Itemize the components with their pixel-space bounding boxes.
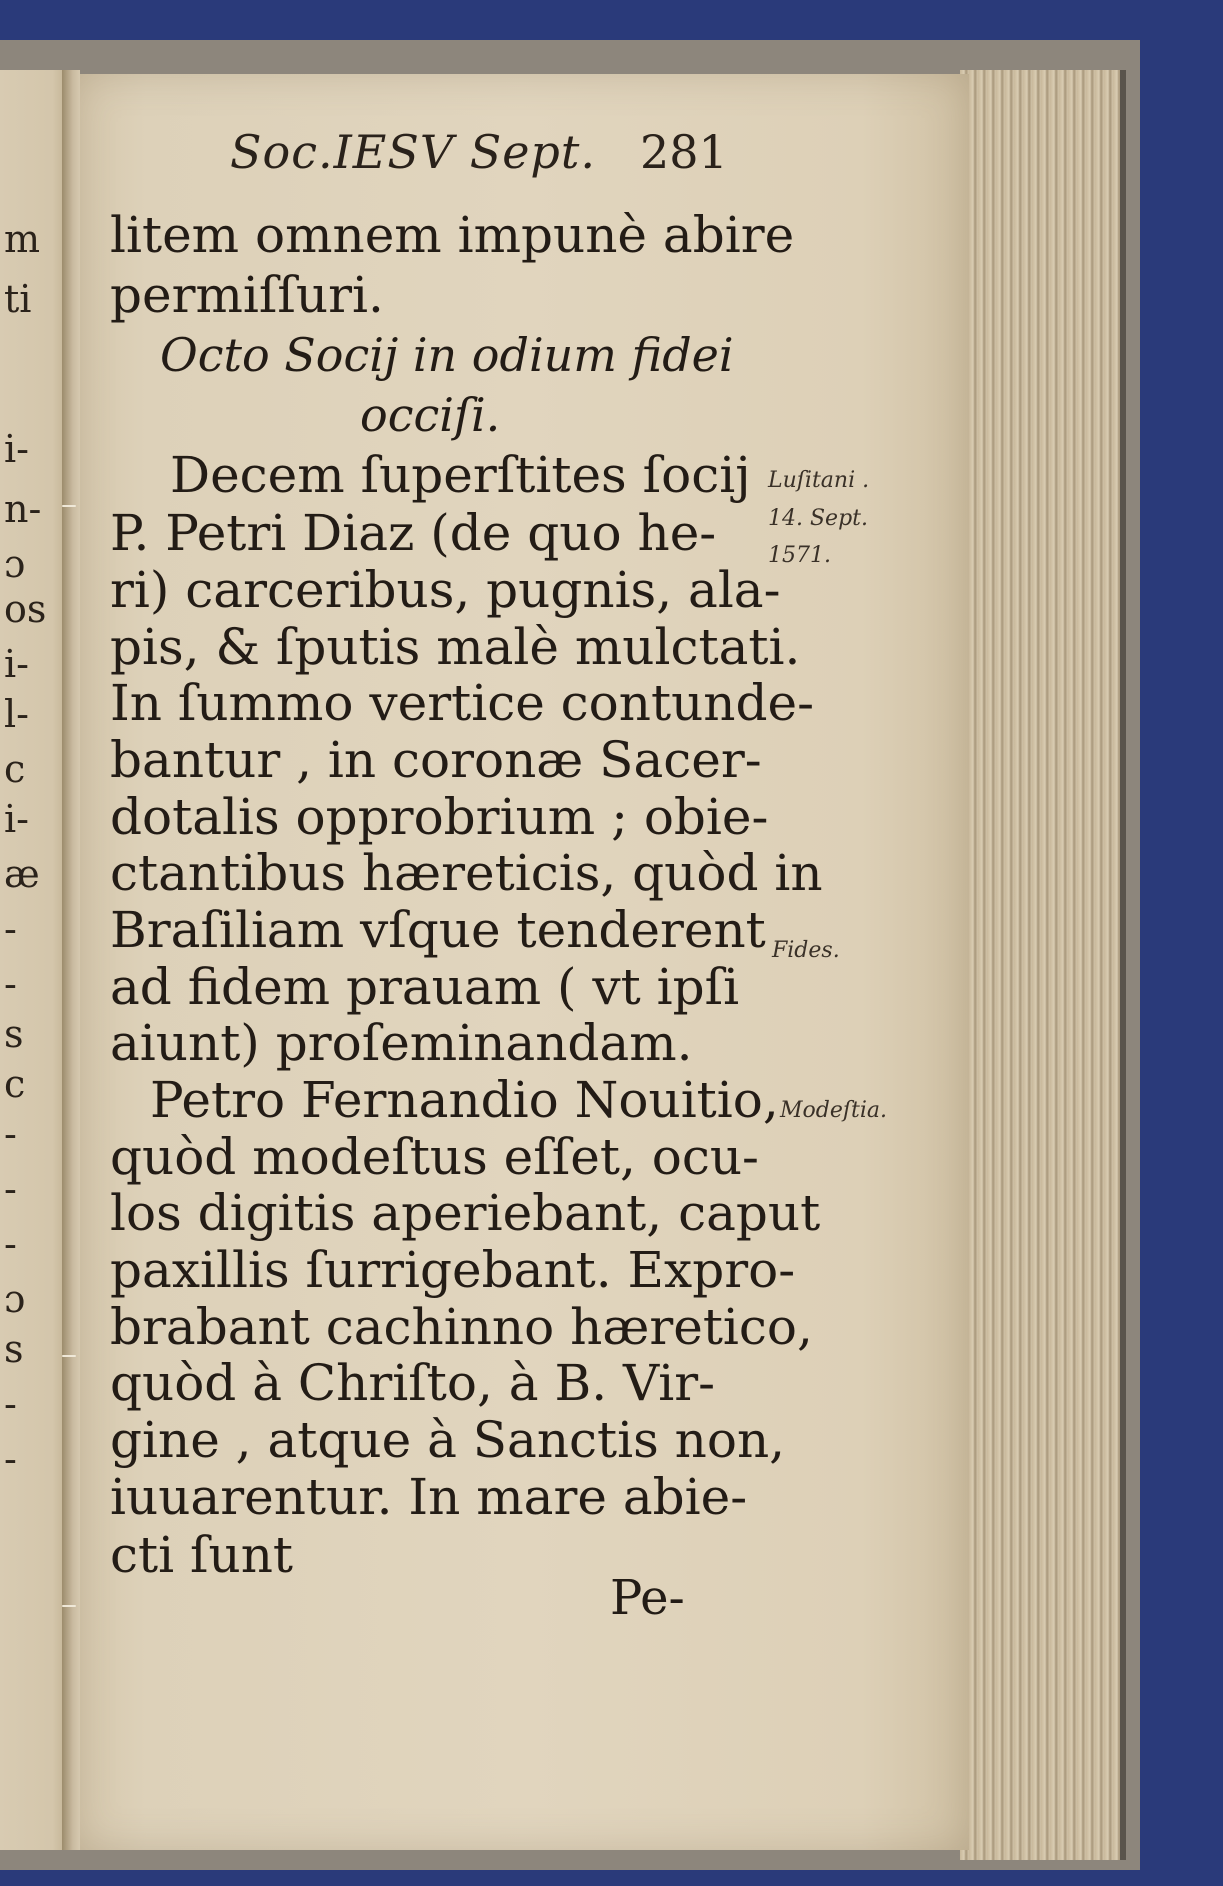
binding-gutter (62, 70, 80, 1850)
text-line: los digitis aperiebant, caput (110, 1184, 821, 1242)
left-fragment: - (4, 1437, 17, 1481)
left-fragment: m (4, 217, 41, 261)
text-line: P. Petri Diaz (de quo he- (110, 504, 717, 562)
left-fragment: - (4, 1112, 17, 1156)
text-line: Petro Fernandio Nouitio, (150, 1071, 779, 1129)
text-line: litem omnem impunè abire (110, 206, 795, 264)
text-line: pis, & ſputis malè mulctati. (110, 618, 801, 676)
marginal-note: 14. Sept. (768, 506, 868, 531)
page-number: 281 (640, 125, 728, 179)
left-fragment: æ (4, 852, 40, 896)
left-fragment: os (4, 587, 47, 631)
marginal-note: Fides. (772, 938, 840, 963)
left-fragment: s (4, 1012, 24, 1056)
text-line: ad fidem prauam ( vt ipſi (110, 958, 740, 1016)
section-heading: occiſi. (360, 388, 501, 442)
text-line: paxillis ſurrigebant. Expro- (110, 1241, 796, 1299)
marginal-note: 1571. (768, 543, 831, 568)
left-fragment: - (4, 1382, 17, 1426)
text-line: brabant cachinno hæretico, (110, 1298, 813, 1356)
text-line: In ſummo vertice contunde- (110, 674, 814, 732)
text-line: ri) carceribus, pugnis, ala- (110, 561, 781, 619)
binding-stitch (62, 1355, 76, 1357)
binding-stitch (62, 1605, 76, 1607)
left-fragment: - (4, 1167, 17, 1211)
text-line: gine , atque à Sanctis non, (110, 1411, 786, 1469)
text-line: bantur , in coronæ Sacer- (110, 731, 762, 789)
section-heading: Octo Socij in odium fidei (160, 328, 734, 382)
text-line: dotalis opprobrium ; obie- (110, 788, 769, 846)
text-line: iuuarentur. In mare abie- (110, 1468, 748, 1526)
left-fragment: c (4, 747, 26, 791)
left-fragment: ɔ (4, 542, 26, 586)
left-fragment: - (4, 1222, 17, 1266)
left-fragment: s (4, 1327, 24, 1371)
binding-stitch (62, 505, 76, 507)
marginal-note: Luſitani . (768, 468, 870, 493)
page-edges (960, 70, 1126, 1860)
text-line: Decem ſuperſtites ſocij (170, 446, 751, 504)
catchword: Pe- (610, 1570, 685, 1626)
running-head: Soc.IESV Sept. (230, 125, 596, 179)
text-line: quòd à Chriſto, à B. Vir- (110, 1354, 716, 1412)
text-line: Braſiliam vſque tenderent (110, 901, 766, 959)
text-line: quòd modeſtus eſſet, ocu- (110, 1128, 759, 1186)
left-fragment: - (4, 962, 17, 1006)
left-fragment: - (4, 907, 17, 951)
left-fragment: ɔ (4, 1277, 26, 1321)
left-fragment: l- (4, 692, 29, 736)
left-fragment: n- (4, 487, 42, 531)
text-line: cti ſunt (110, 1526, 293, 1584)
left-fragment: i- (4, 427, 29, 471)
left-fragment: i- (4, 797, 29, 841)
left-fragment: ti (4, 277, 32, 321)
text-line: permiſſuri. (110, 266, 384, 324)
text-line: aiunt) proſeminandam. (110, 1014, 693, 1072)
left-fragment: c (4, 1062, 26, 1106)
text-line: ctantibus hæreticis, quòd in (110, 844, 823, 902)
marginal-note: Modeſtia. (780, 1098, 888, 1123)
left-fragment: i- (4, 642, 29, 686)
